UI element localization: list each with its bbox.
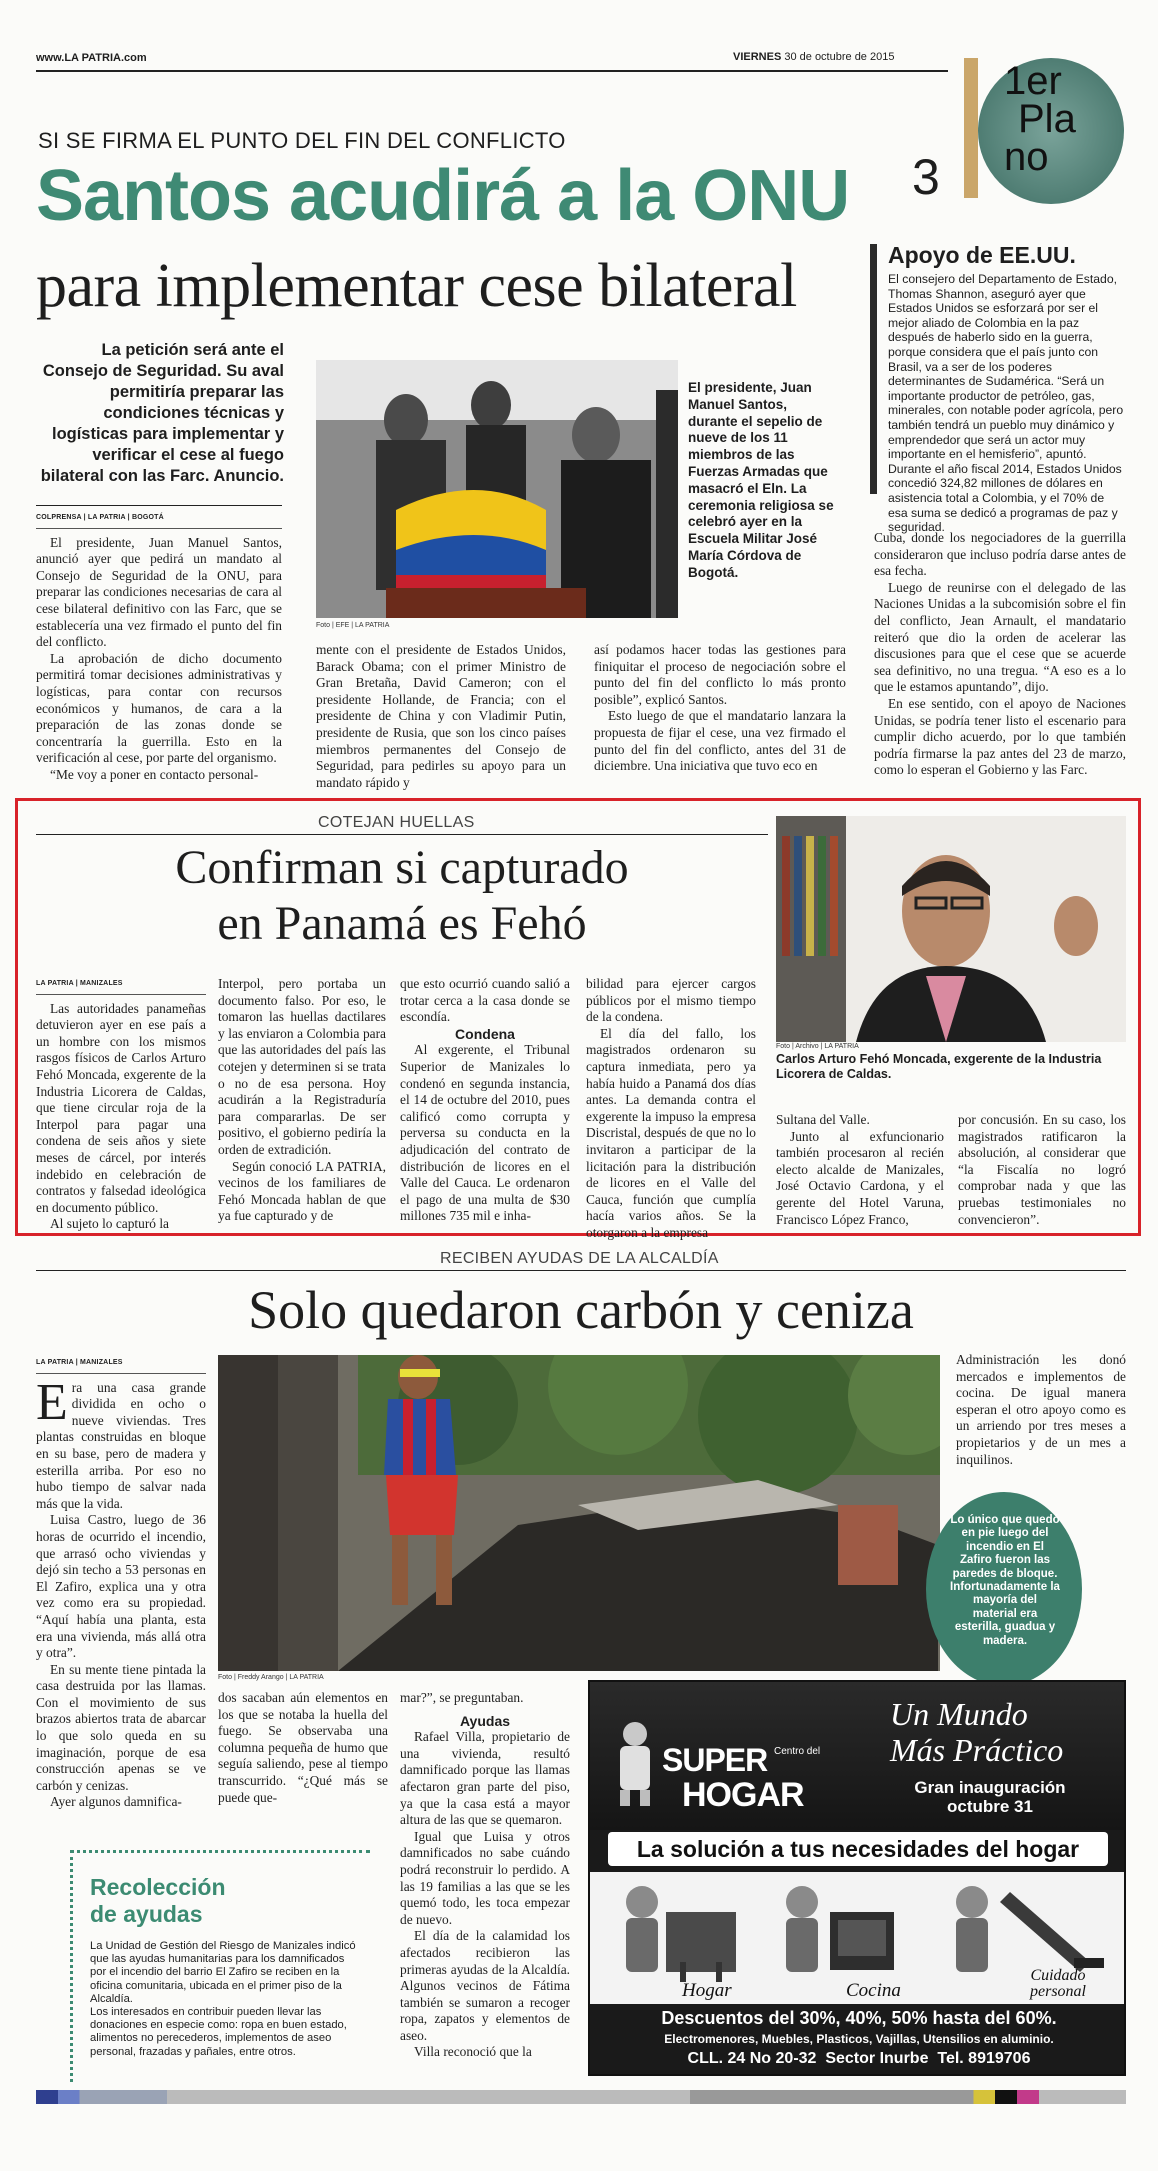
section-badge-bar bbox=[964, 58, 978, 198]
lead-separator bbox=[36, 505, 282, 506]
sidebar-text: El consejero del Departamento de Estado, Thomas Shannon, aseguró ayer que Estados Unidos se esforzará por ser el mejor aliado de Colombia en la paz después de haberlo sido en la guerra, porque considera que el país junto con Brasil, va a ser de los poderes determinantes de Sudamérica. “Será un importante productor de petróleo, gas, minerales, con notable poder agrícola, pero también tendrá un pueblo muy dinámico y emprendedor que será un actor muy importante en el hemisferio”, apuntó. Durante el año fiscal 2014, Estados Unidos concedió 324,82 millones de dólares en asistencia total a Colombia, y el 70% de esa suma se dedicó a programas de paz y seguridad. bbox=[888, 272, 1124, 535]
third-kicker-rule bbox=[36, 1270, 1126, 1271]
sidebar-accent bbox=[870, 244, 877, 494]
third-col1-p3: En su mente tiene pintada la casa destruida por las llamas. Con el movimiento de sus brazos abiertos trata de abarcar lo que solo queda en su imaginación, porque de esa construcción apenas se ve carbón y cenizas. bbox=[36, 1661, 206, 1793]
aid-box-p2: Los interesados en contribuir pueden llevar las donaciones en especie como: ropa en buen estado, alimentos no perecederos, implementos de aseo personal, frazadas y pañales, entre otros. bbox=[90, 2006, 347, 2058]
second-kicker: COTEJAN HUELLAS bbox=[318, 814, 475, 831]
lead-col2-p1: mente con el presidente de Estados Unidos, Barack Obama; con el primer Ministro de Gran Bretaña, David Cameron; con el presidente Hollande, de Francia; con el presidente de China y con Vladimir Putin, presidente de Rusia, que son los cinco países miembros permanentes del Consejo de Seguridad, para pedirles su apoyo para un mandato rápido y bbox=[316, 642, 566, 790]
second-col5-p2: Junto al exfuncionario también procesaron al recién electo alcalde de Manizales, José Octavio Cardona, y el gerente del Hotel Varuna, Francisco López Franco, bbox=[776, 1128, 944, 1227]
second-col2-p2: Según conoció LA PATRIA, vecinos de los familiares de Fehó Moncada hablan de que ya fue capturado y de bbox=[218, 1158, 386, 1224]
aid-box-title-2: de ayudas bbox=[90, 1901, 203, 1927]
second-col2-p1: Interpol, pero portaba un documento falso. Por eso, le tomaron las huellas dactilares y las enviaron a Colombia para que las autoridades del país las cotejen y determinen si se trata o no de esa persona. Hoy acudirán a la Registraduría para compararlas. De ser positivo, el gobierno pediría la orden de extradición. bbox=[218, 976, 386, 1157]
second-col3-p2: Al exgerente, el Tribunal Superior de Manizales lo condenó en segunda instancia, el 14 de octubre del 2010, pues calificó como corrupta y perversa su conducta en la adjudicación del contrato de distribución de licores en el Valle del Cauca. Le ordenaron el pago de una multa de $30 millones 735 mil e inha- bbox=[400, 1042, 570, 1224]
third-col3-p4: Villa reconoció que la bbox=[414, 2044, 532, 2060]
sidebar-title: Apoyo de EE.UU. bbox=[888, 242, 1076, 268]
third-kicker: RECIBEN AYUDAS DE LA ALCALDÍA bbox=[440, 1250, 719, 1267]
ad-banner: La solución a tus necesidades del hogar bbox=[608, 1832, 1108, 1866]
second-byline: LA PATRIA | MANIZALES bbox=[36, 976, 206, 995]
second-col-3 bbox=[400, 976, 570, 1225]
site-url[interactable]: www.LA PATRIA.com bbox=[36, 52, 147, 64]
section-badge-text bbox=[1004, 59, 1076, 179]
ad-opening bbox=[890, 1778, 1090, 1816]
section-line-3: no bbox=[1004, 135, 1049, 179]
lead-col4-p3: En ese sentido, con el apoyo de Naciones Unidas, se podría tener listo el escenario para cumplir dicho acuerdo, por lo que también podría firmarse la paz antes del 23 de marzo, como lo esperan el Gobierno y las Farc. bbox=[874, 695, 1126, 778]
second-kicker-rule bbox=[36, 834, 768, 835]
third-col1-p4: Ayer algunos damnifica- bbox=[50, 1794, 182, 1810]
ad-cat-1: Hogar bbox=[682, 1980, 732, 2001]
ad-address: CLL. 24 No 20-32 Sector Inurbe Tel. 8919706 bbox=[687, 2050, 1031, 2067]
lead-deck: La petición será ante el Consejo de Seguridad. Su aval permitiría preparar las condiciones técnicas y logísticas para implementar y verificar el cese al fuego bilateral con las Farc. Anuncio. bbox=[40, 341, 284, 485]
issue-date-text: 30 de octubre de 2015 bbox=[784, 51, 895, 63]
header-rule bbox=[36, 70, 948, 72]
aid-box-title-1: Recolección bbox=[90, 1874, 226, 1900]
second-col4-p2: El día del fallo, los magistrados ordenaron su captura inmediata, pero ya había huido a Panamá dos días antes. La demanda contra el exgerente la impuso la empresa Discristal, después de que no lo invitaron a participar de la licitación para la distribución de licores en el Valle del Cauca, función que cumplía hacía varios años. Se la otorgaron a la empresa bbox=[586, 1025, 756, 1240]
second-col-1 bbox=[36, 976, 206, 1233]
third-col3-p1: Rafael Villa, propietario de una vivienda, resultó damnificado porque las llamas afectaron gran parte del piso, ya que la casa está a mayor altura de las que se quemaron. bbox=[400, 1729, 570, 1828]
second-col5-p1: Sultana del Valle. bbox=[776, 1112, 870, 1127]
section-line-2: Pla bbox=[1018, 97, 1076, 141]
third-photo bbox=[218, 1355, 940, 1671]
lead-col-4 bbox=[874, 530, 1126, 779]
second-headline-2: en Panamá es Fehó bbox=[217, 897, 587, 950]
second-col1-p1: Las autoridades panameñas detuvieron ayer en ese país a un hombre con los mismos rasgos físicos de Carlos Arturo Fehó Moncada, exgerente de la Industria Licorera de Caldas, que tiene circular roja de la Interpol para pagar una condena de seis años y siete meses de cárcel, por interés indebido en celebración de contratos y falsedad ideológica en documento público. bbox=[36, 1000, 206, 1215]
third-col1-p1 bbox=[36, 1373, 206, 1513]
photo-bubble-text: Lo único que quedó en pie luego del incendio en El Zafiro fueron las paredes de bloque. Infortunadamente la mayoría del material era esterilla, guadua y madera. bbox=[950, 1514, 1060, 1647]
third-col1-p1-text: ra una casa grande dividida en ocho o nueve viviendas. Tres plantas construidas en bloque en su base, pero de madera y esterilla arriba. Por eso no hubo tiempo de salvar nada más que la vida. bbox=[36, 1379, 206, 1511]
second-headline-1: Confirman si capturado bbox=[175, 841, 629, 894]
issue-day: VIERNES bbox=[733, 51, 782, 63]
drop-cap: E bbox=[36, 1373, 68, 1431]
ad-slogan-1: Un Mundo bbox=[890, 1696, 1028, 1732]
third-photo-art bbox=[218, 1355, 940, 1671]
lead-headline-2: para implementar cese bilateral bbox=[36, 252, 797, 320]
second-photo bbox=[776, 816, 1126, 1042]
second-col-5 bbox=[776, 1112, 944, 1228]
ad-mascot bbox=[612, 1720, 658, 1806]
ad-brand-small: Centro del bbox=[774, 1746, 821, 1757]
aid-box-title bbox=[90, 1874, 226, 1928]
third-byline: LA PATRIA | MANIZALES bbox=[36, 1355, 206, 1374]
lead-col1-p1: El presidente, Juan Manuel Santos, anunció ayer que pedirá un mandato al Consejo de Seguridad de la ONU, para preparar las condiciones necesarias de cara al cese bilateral definitivo con las Farc, que se establecería una vez firmado el punto del fin del conflicto. bbox=[36, 534, 282, 650]
lead-photo bbox=[316, 360, 678, 618]
ad-slogan-2: Más Práctico bbox=[890, 1732, 1064, 1768]
lead-col-2 bbox=[316, 642, 566, 791]
page-number: 3 bbox=[912, 149, 940, 205]
third-photo-credit: Foto | Freddy Arango | LA PATRIA bbox=[218, 1674, 324, 1681]
lead-col-1 bbox=[36, 510, 282, 784]
second-subhead: Condena bbox=[455, 1025, 515, 1042]
third-col3-p2: Igual que Luisa y otros damnificados no sabe cuándo podrá reconstruir lo perdido. A las 19 familias a las que se les quemó todo, les toca empezar de nuevo. bbox=[400, 1828, 570, 1927]
third-col-3 bbox=[400, 1690, 570, 2061]
lead-byline: COLPRENSA | LA PATRIA | BOGOTÁ bbox=[36, 510, 282, 529]
second-col4-p1: bilidad para ejercer cargos públicos por el mismo tiempo de la condena. bbox=[586, 976, 756, 1025]
ad-opening-2: octubre 31 bbox=[947, 1797, 1033, 1816]
lead-col1-p2: La aprobación de dicho documento permitirá tomar decisiones administrativas y logísticas, para contar con recursos económicos y humanos, de cara a la preparación de las zonas donde se concentraría la guerrilla. Esto en la verificación al cese, por parte del organismo. bbox=[36, 650, 282, 766]
ad-cat-3a: Cuidado bbox=[1030, 1967, 1086, 1984]
ad-mascot-icon bbox=[612, 1720, 658, 1806]
second-headline bbox=[36, 840, 768, 952]
lead-photo-art bbox=[316, 360, 678, 618]
third-col2-p1: dos sacaban aún elementos en los que se notaba la huella del fuego. Se observaba una columna pequeña de humo que seguía saliendo, pese al tiempo transcurrido. “¿Qué más se puede que- bbox=[218, 1690, 388, 1805]
third-col-right bbox=[956, 1352, 1126, 1468]
print-color-bar bbox=[36, 2090, 1126, 2104]
ad-cat-3 bbox=[1030, 1968, 1086, 2000]
second-col-4 bbox=[586, 976, 756, 1242]
ad-cat-3b: personal bbox=[1030, 1983, 1086, 2000]
third-col3-p3: El día de la calamidad los afectados recibieron las primeras ayudas de la Alcaldía. Algunos vecinos de Fátima también se sumaron a recoger ropa, zapatos y elementos de aseo. bbox=[400, 1928, 570, 2043]
section-line-1: 1er bbox=[1004, 59, 1062, 103]
third-col1-p2: Luisa Castro, luego de 36 horas de ocurrido el incendio, que arrasó ocho viviendas y dejó sin techo a 53 personas en El Zafiro, explica una y otra vez como era su propiedad. “Aquí había una planta, esta era una vivienda, más allá otra y otra”. bbox=[36, 1512, 206, 1661]
second-col-2 bbox=[218, 976, 386, 1225]
second-photo-art bbox=[776, 816, 1126, 1042]
issue-date bbox=[733, 51, 894, 63]
advertisement[interactable] bbox=[588, 1680, 1126, 2076]
ad-opening-1: Gran inauguración bbox=[914, 1778, 1066, 1797]
lead-photo-credit: Foto | EFE | LA PATRIA bbox=[316, 622, 390, 629]
lead-col-3 bbox=[594, 642, 846, 775]
third-headline: Solo quedaron carbón y ceniza bbox=[248, 1280, 914, 1340]
second-photo-caption: Carlos Arturo Fehó Moncada, exgerente de la Industria Licorera de Caldas. bbox=[776, 1052, 1102, 1081]
third-col-right-p1: Administración les donó mercados e implementos de cocina. De igual manera esperan el otro apoyo como es un arriendo por tres meses a propietarios y de un mes a inquilinos. bbox=[956, 1352, 1126, 1467]
lead-col4-p2: Luego de reunirse con el delegado de las Naciones Unidas a la subcomisión sobre el fin del conflicto, Jean Arnault, el mandatario reiteró que dio la orden de acelerar las discusiones para que el cese que se acuerde sea definitivo, no una tregua. “A eso es a lo que le estamos apuntando”, dijo. bbox=[874, 579, 1126, 695]
ad-slogan bbox=[890, 1696, 1063, 1768]
aid-box-p1: La Unidad de Gestión del Riesgo de Manizales indicó que las ayudas humanitarias para los damnificados por el incendio del barrio El Zafiro se reciben en la oficina comunitaria, ubicada en el primer piso de la Alcaldía. bbox=[90, 1940, 356, 2005]
ad-cat-2: Cocina bbox=[846, 1980, 901, 2001]
second-col1-p2: Al sujeto lo capturó la bbox=[50, 1216, 169, 1232]
lead-headline-1: Santos acudirá a la ONU bbox=[36, 156, 850, 236]
lead-col4-p1: Cuba, donde los negociadores de la guerrilla consideraron que incluso podría darse antes de esa fecha. bbox=[874, 530, 1126, 579]
second-col6-p1: por concusión. En su caso, los magistrados ratificaron la absolución, al considerar que “la Fiscalía no logró comprobar nada y que las pruebas testimoniales no convencieron”. bbox=[958, 1112, 1126, 1227]
lead-col3-p1: así podamos hacer todas las gestiones para finiquitar el proceso de negociación sobre el punto del fin del conflicto lo más pronto posible”, explicó Santos. bbox=[594, 642, 846, 707]
second-col-6 bbox=[958, 1112, 1126, 1228]
ad-products-list: Electromenores, Muebles, Plasticos, Vajillas, Utensilios en aluminio. bbox=[664, 2032, 1054, 2046]
lead-photo-caption: El presidente, Juan Manuel Santos, durante el sepelio de nueve de los 11 miembros de las Fuerzas Armadas que masacró el Eln. La ceremonia religiosa se celebró ayer en la Escuela Militar José María Córdova de Bogotá. bbox=[688, 380, 834, 580]
ad-discounts: Descuentos del 30%, 40%, 50% hasta del 60%. bbox=[661, 2008, 1057, 2028]
second-photo-credit: Foto | Archivo | LA PATRIA bbox=[776, 1043, 859, 1050]
lead-col3-p2: Esto luego de que el mandatario lanzara la propuesta de fijar el cese, una vez firmado el punto del fin del conflicto, antes del 31 de diciembre. Una iniciativa que tuvo eco en bbox=[594, 708, 846, 774]
lead-col1-p3: “Me voy a poner en contacto personal- bbox=[50, 766, 259, 782]
lead-kicker: SI SE FIRMA EL PUNTO DEL FIN DEL CONFLICTO bbox=[38, 128, 566, 153]
third-col-2 bbox=[218, 1690, 388, 1806]
ad-brand-1: SUPER bbox=[662, 1742, 768, 1778]
second-col3-p1: que esto ocurrió cuando salió a trotar cerca a la casa donde se escondía. bbox=[400, 976, 570, 1025]
third-subhead: Ayudas bbox=[459, 1712, 511, 1729]
third-col-1 bbox=[36, 1355, 206, 1811]
ad-brand-2: HOGAR bbox=[682, 1776, 804, 1814]
aid-box-text bbox=[90, 1940, 360, 2059]
third-col3-intro: mar?”, se preguntaban. bbox=[400, 1690, 524, 1705]
